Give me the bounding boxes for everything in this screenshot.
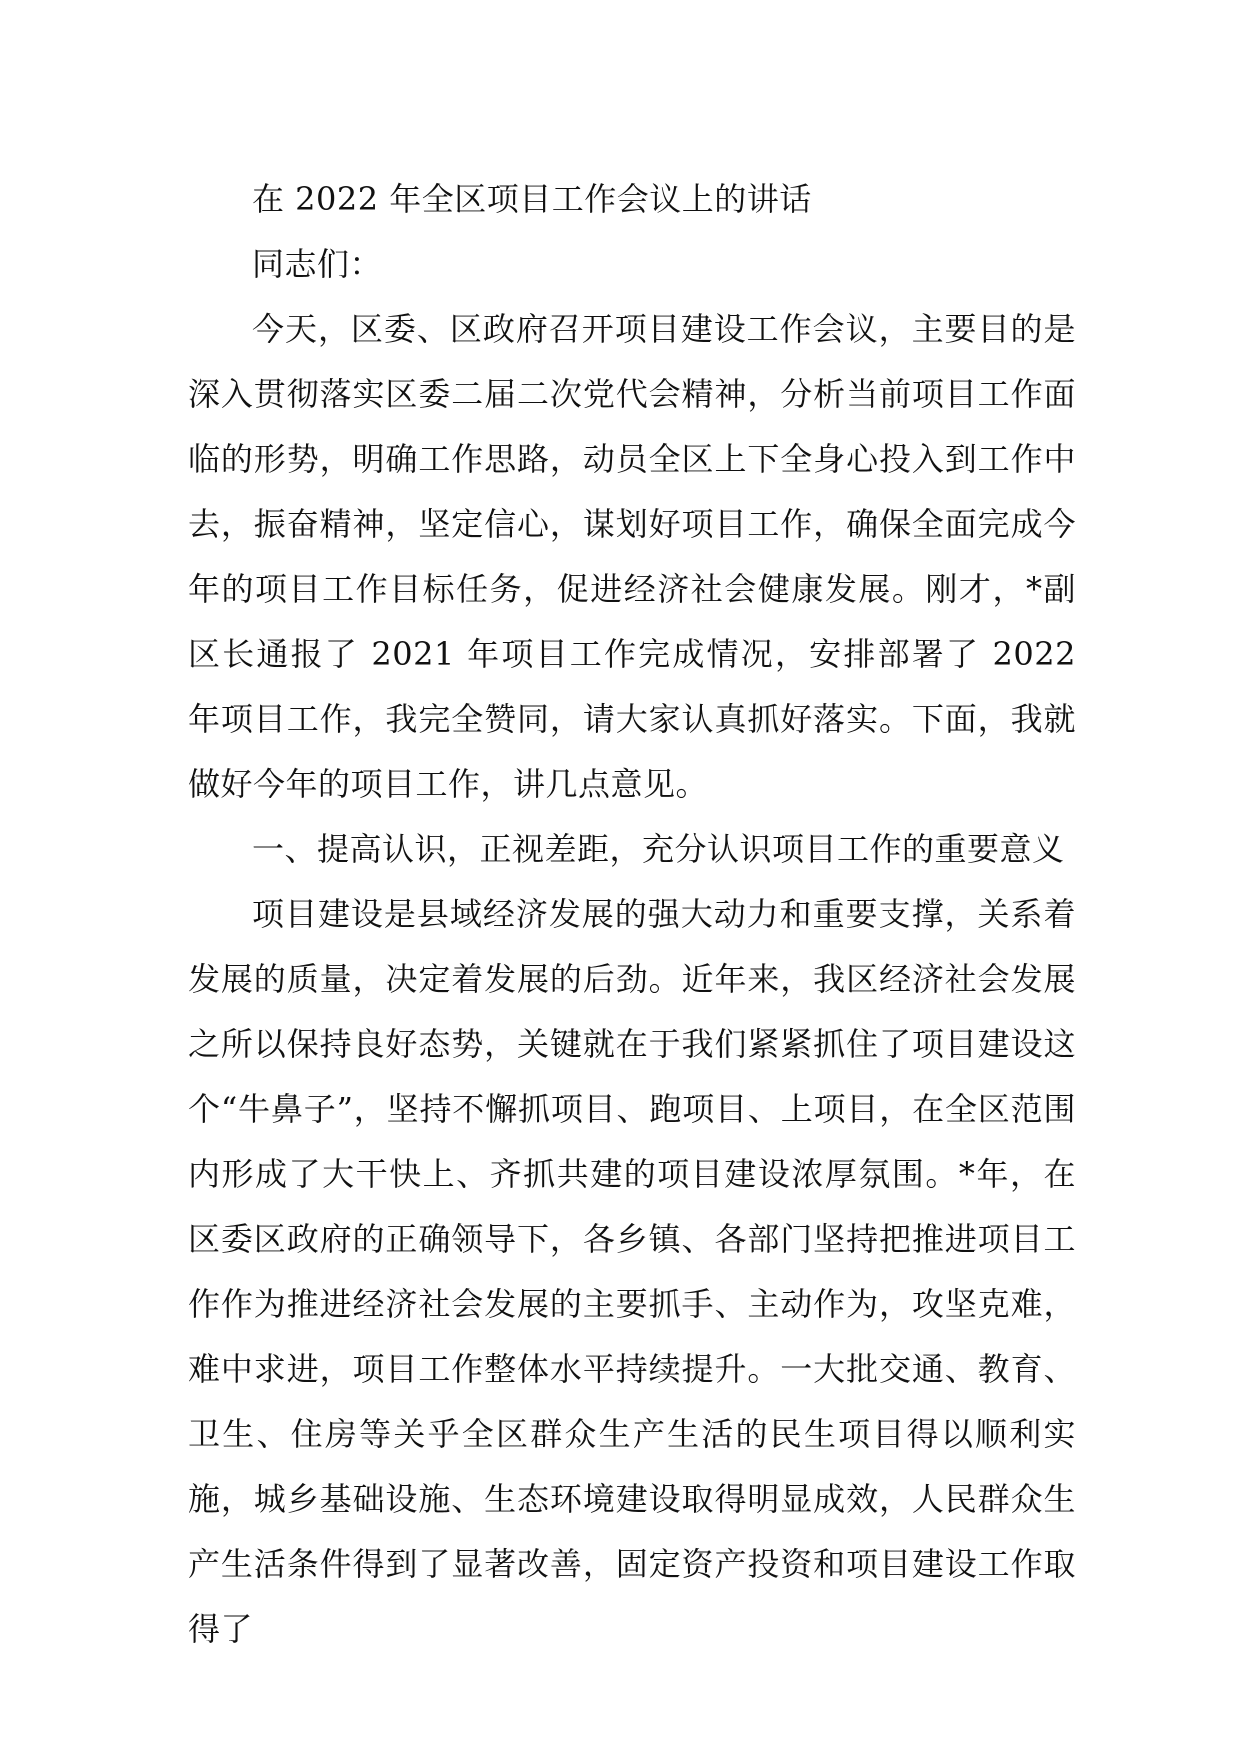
section-1-paragraph: 项目建设是县域经济发展的强大动力和重要支撑，关系着发展的质量，决定着发展的后劲。近年来，我区经济社会发展之所以保持良好态势，关键就在于我们紧紧抓住了项目建设这个“牛鼻子”，坚持不懈抓项目、跑项目、上项目，在全区范围内形成了大干快上、齐抓共建的项目建设浓厚氛围。*年，在区委区政府的正确领导下，各乡镇、各部门坚持把推进项目工作作为推进经济社会发展的主要抓手、主动作为，攻坚克难，难中求进，项目工作整体水平持续提升。一大批交通、教育、卫生、住房等关乎全区群众生产生活的民生项目得以顺利实施，城乡基础设施、生态环境建设取得明显成效，人民群众生产生活条件得到了显著改善，固定资产投资和项目建设工作取得了: [188, 895, 1076, 1648]
salutation: 同志们：: [252, 245, 383, 283]
document-title: 在 2022 年全区项目工作会议上的讲话: [252, 180, 812, 218]
section-heading-1: 一、提高认识，正视差距，充分认识项目工作的重要意义: [252, 830, 1065, 868]
document-body: [188, 167, 1076, 1662]
intro-paragraph: 今天，区委、区政府召开项目建设工作会议，主要目的是深入贯彻落实区委二届二次党代会精神，分析当前项目工作面临的形势，明确工作思路，动员全区上下全身心投入到工作中去，振奋精神，坚定信心，谋划好项目工作，确保全面完成今年的项目工作目标任务，促进经济社会健康发展。刚才，*副区长通报了 2021 年项目工作完成情况，安排部署了 2022 年项目工作，我完全赞同，请大家认真抓好落实。下面，我就做好今年的项目工作，讲几点意见。: [188, 310, 1076, 803]
